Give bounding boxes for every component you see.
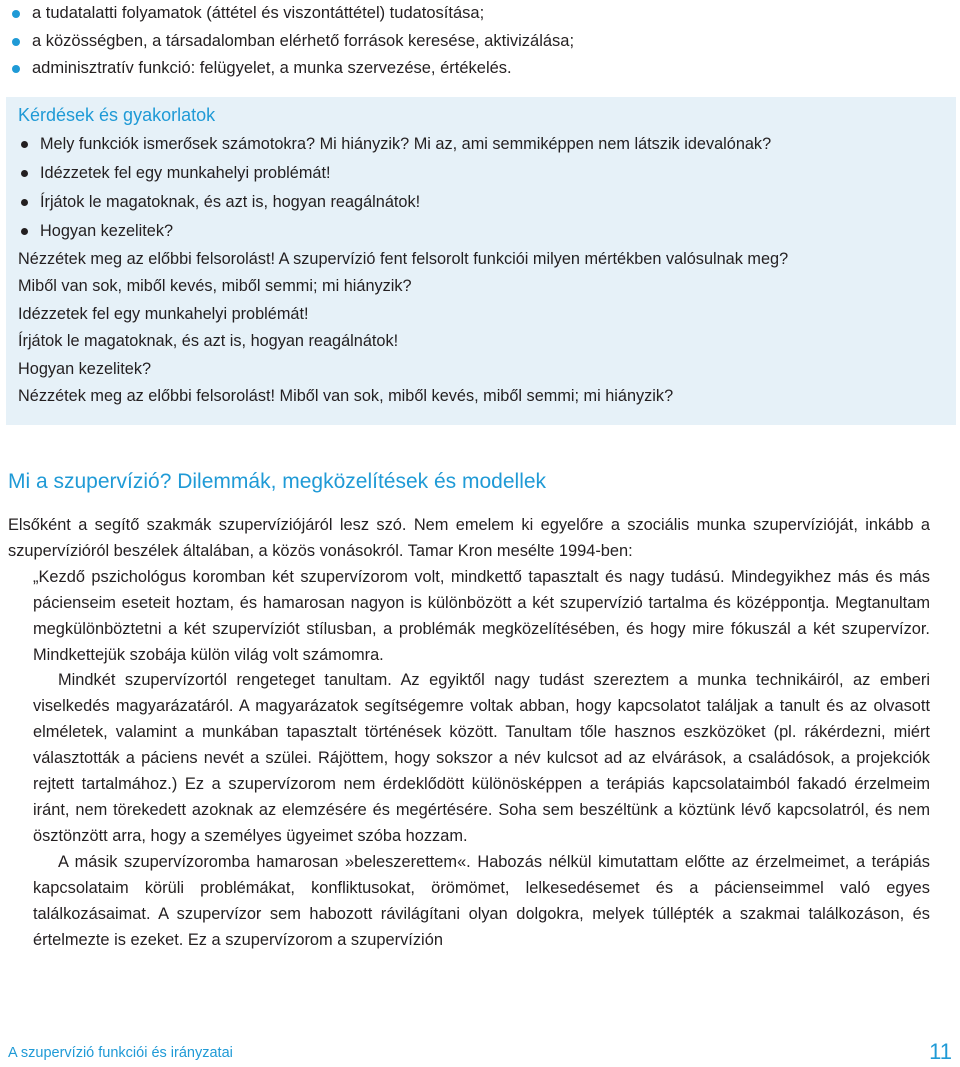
question-line: Nézzétek meg az előbbi felsorolást! Miből van sok, miből kevés, miből semmi; mi hiányzik? bbox=[18, 386, 674, 405]
question-bullet-list bbox=[18, 130, 944, 246]
section-heading: Mi a szupervízió? Dilemmák, megközelítések és modellek bbox=[8, 470, 547, 493]
body-text bbox=[8, 513, 930, 953]
intro-bullet-list bbox=[10, 0, 950, 83]
list-item: Mely funkciók ismerősek számotokra? Mi hiányzik? Mi az, ami semmiképpen nem látszik idevalónak? bbox=[18, 130, 944, 159]
question-line: Miből van sok, miből kevés, miből semmi; mi hiányzik? bbox=[18, 277, 412, 296]
running-footer-title: A szupervízió funkciói és irányzatai bbox=[8, 1045, 233, 1061]
box-title: Kérdések és gyakorlatok bbox=[18, 105, 216, 125]
list-item: Idézzetek fel egy munkahelyi problémát! bbox=[18, 159, 944, 188]
questions-exercises-box bbox=[6, 97, 956, 425]
page-number: 11 bbox=[929, 1039, 952, 1064]
list-item: Hogyan kezelitek? bbox=[18, 217, 944, 246]
quote-paragraph: A másik szupervízoromba hamarosan »beleszerettem«. Habozás nélkül kimutattam előtte az érzelmeimet, a terápiás kapcsolataim körüli problémákat, konfliktusokat, örömömet, lelkesedésemet és a pácienseimmel való egyes találkozásaimat. A szupervízor sem habozott rávilágítani olyan dolgokra, melyek túllépték a szakmai találkozáson, és értelmezte is ezeket. Ez a szupervízorom a szupervízión bbox=[33, 852, 930, 949]
list-item: a tudatalatti folyamatok (áttétel és viszontáttétel) tudatosítása; bbox=[10, 0, 950, 28]
question-line: Írjátok le magatoknak, és azt is, hogyan reagálnátok! bbox=[18, 332, 399, 351]
list-item: adminisztratív funkció: felügyelet, a munka szervezése, értékelés. bbox=[10, 55, 950, 83]
quote-paragraph: Mindkét szupervízortól rengeteget tanultam. Az egyiktől nagy tudást szereztem a munka technikáiról, az emberi viselkedés magyarázatáról. A magyarázatok segítségemre voltak abban, hogy kapcsolatot találjak a tanult és az olvasott elméletek, valamint a munkában tapasztalt történések között. Tanultam tőle hasznos eszközöket (pl. rákérdezni, miért választották a páciens nevét a szülei. Rájöttem, hogy sokszor a név kulcsot ad az elvárások, a családósok, a projekciók rejtett tartalmához.) Ez a szupervízorom nem érdeklődött különösképpen a terápiás kapcsolataimból fakadó érzelmeim iránt, nem törekedett azoknak az elemzésére és megértésére. Soha sem beszéltünk a köztünk lévő kapcsolatról, és nem ösztönzött arra, hogy a személyes ügyeimet szóba hozzam. bbox=[33, 671, 930, 845]
intro-paragraph: Elsőként a segítő szakmák szupervíziójáról lesz szó. Nem emelem ki egyelőre a szociális munka szupervízióját, inkább a szupervízióról beszélek általában, a közös vonásokról. Tamar Kron mesélte 1994-ben: bbox=[8, 516, 930, 560]
list-item: a közösségben, a társadalomban elérhető források keresése, aktivizálása; bbox=[10, 28, 950, 56]
quote-paragraph: „Kezdő pszichológus koromban két szupervízorom volt, mindkettő tapasztalt és nagy tudású. Mindegyikhez más és más pácienseim eseteit hoztam, és hamarosan nagyon is különbözött a két szupervízió tartalma és középpontja. Megtanultam megkülönböztetni a két szupervíziót stílusban, a problémák megközelítésében, és hogy mire fókuszál a két szupervízor. Mindkettejük szobája külön világ volt számomra. bbox=[33, 567, 930, 664]
list-item: Írjátok le magatoknak, és azt is, hogyan reagálnátok! bbox=[18, 188, 944, 217]
question-line: Idézzetek fel egy munkahelyi problémát! bbox=[18, 304, 309, 323]
question-line: Nézzétek meg az előbbi felsorolást! A szupervízió fent felsorolt funkciói milyen mértékben valósulnak meg? bbox=[18, 250, 789, 268]
question-line: Hogyan kezelitek? bbox=[18, 359, 152, 378]
